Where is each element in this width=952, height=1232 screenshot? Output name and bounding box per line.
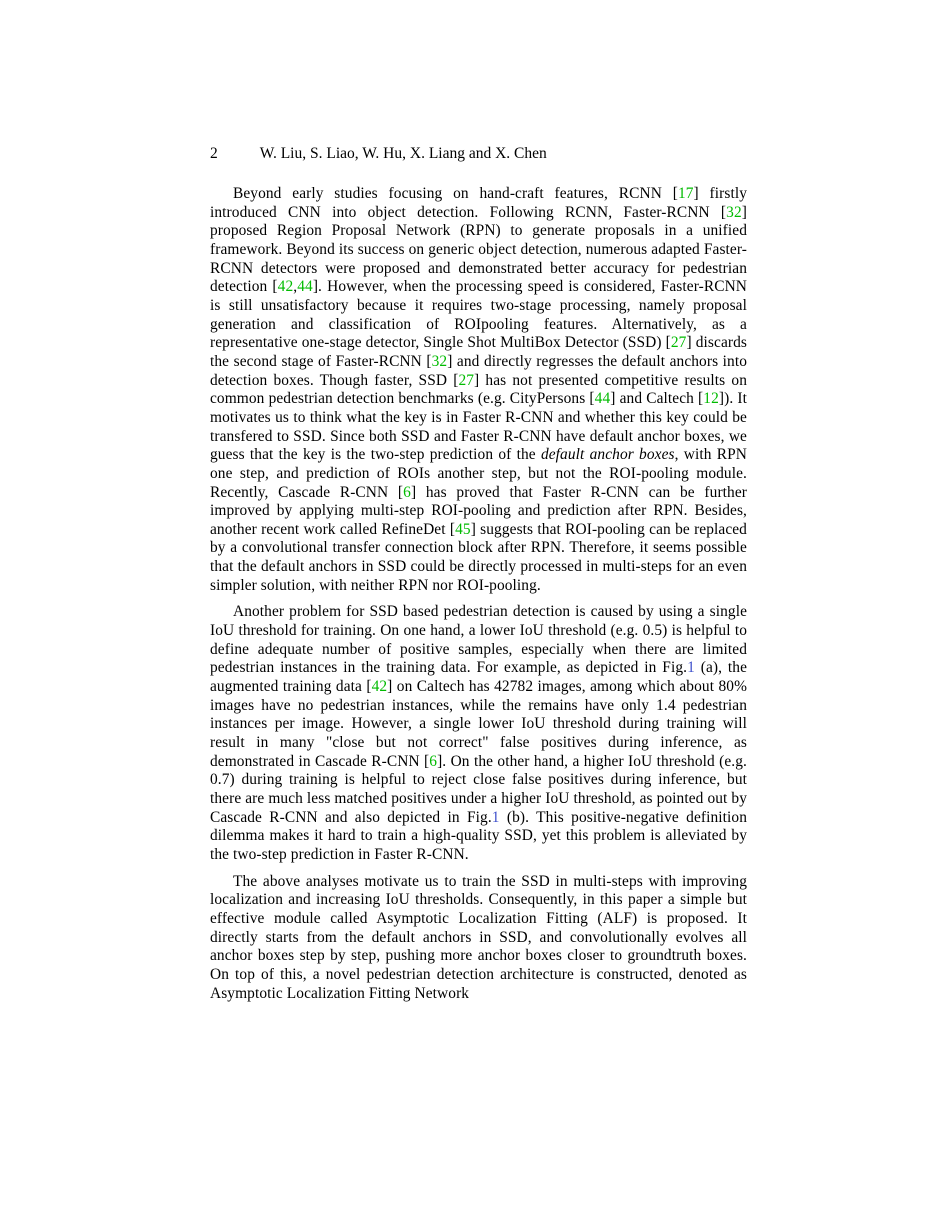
text-segment: (b). This positive-negative definition dilemma makes it hard to train a high-quality SSD, yet this problem is alleviated by the two-step prediction in Faster R-CNN. (210, 808, 748, 863)
text-segment: , with RPN one step, and prediction of ROIs another step, but not the ROI-pooling module. Recently, Cascade R-CNN [ (210, 446, 747, 501)
article-body (210, 185, 747, 1003)
citation-link[interactable]: 44 (594, 390, 611, 408)
figure-reference-link[interactable]: 1 (687, 659, 695, 677)
citation-link[interactable]: 42 (277, 278, 294, 296)
citation-link[interactable]: 44 (297, 278, 313, 296)
running-head-authors: W. Liu, S. Liao, W. Hu, X. Liang and X. Chen (259, 145, 547, 162)
citation-link[interactable]: 27 (458, 371, 475, 389)
figure-reference-link[interactable]: 1 (491, 808, 500, 826)
text-column (210, 145, 747, 1003)
citation-link[interactable]: 42 (371, 678, 388, 696)
text-segment: ]. On the other hand, a higher IoU threshold (e.g. 0.7) during training is helpful to reject close false positives during inference, but there are much less matched positives under a higher IoU threshold, as pointed out by Cascade R-CNN and also depicted in Fig. (210, 752, 747, 826)
text-segment: The above analyses motivate us to train the SSD in multi-steps with improving localization and increasing IoU thresholds. Consequently, in this paper a simple but effective module called Asymptotic Localization Fitting (ALF) is proposed. It directly starts from the default anchors in SSD, and convolutionally evolves all anchor boxes step by step, pushing more anchor boxes closer to groundtruth boxes. On top of this, a novel pedestrian detection architecture is constructed, denoted as Asymptotic Localization Fitting Network (210, 872, 747, 1002)
text-segment: ]). It motivates us to think what the key is in Faster R-CNN and whether this key could be transfered to SSD. Since both SSD and Faster R-CNN have default anchor boxes, we guess that the key is the two-step prediction of the (210, 390, 747, 464)
text-segment: ] on Caltech has 42782 images, among which about 80% images have no pedestrian instances, while the remains have only 1.4 pedestrian instances per image. However, a single lower IoU threshold during training will result in many "close but not correct" false positives during inference, as demonstrated in Cascade R-CNN [ (210, 678, 747, 770)
citation-link[interactable]: 12 (703, 390, 719, 408)
text-segment: ] and Caltech [ (610, 390, 704, 408)
paragraph (210, 185, 747, 595)
paragraph (210, 873, 747, 1004)
text-segment: Another problem for SSD based pedestrian detection is caused by using a single IoU threshold for training. On one hand, a lower IoU threshold (e.g. 0.5) is helpful to define adequate number of positive samples, especially when there are limited pedestrian instances in the training data. For example, as depicted in Fig. (210, 603, 747, 677)
text-segment: ] firstly introduced CNN into object detection. Following RCNN, Faster-RCNN [ (210, 185, 748, 221)
citation-link[interactable]: 32 (431, 352, 448, 370)
text-segment: (a), the augmented training data [ (210, 659, 748, 696)
citation-link[interactable]: 32 (726, 203, 742, 221)
text-segment: ] suggests that ROI-pooling can be replaced by a convolutional transfer connection block after RPN. Therefore, it seems possible that the default anchors in SSD could be directly processed in multi-steps for an even simpler solution, with neither RPN nor ROI-pooling. (210, 520, 747, 594)
text-segment: Beyond early studies focusing on hand-craft features, RCNN [ (233, 185, 678, 202)
running-head (210, 145, 747, 162)
paragraph (210, 603, 747, 864)
page-number: 2 (210, 145, 218, 162)
text-segment: , (293, 278, 298, 296)
text-segment: ] has not presented competitive results on common pedestrian detection benchmarks (e.g. CityPersons [ (210, 371, 748, 408)
text-segment: ]. However, when the processing speed is considered, Faster-RCNN is still unsatisfactory because it requires two-stage processing, namely proposal generation and classification of ROIpooling features. Alternatively, as a representative one-stage detector, Single Shot MultiBox Detector (SSD) [ (210, 278, 748, 352)
citation-link[interactable]: 6 (403, 483, 411, 501)
citation-link[interactable]: 45 (455, 520, 471, 538)
text-segment: ] and directly regresses the default anchors into detection boxes. Though faster, SSD [ (210, 352, 747, 389)
text-segment: ] proposed Region Proposal Network (RPN) to generate proposals in a unified framework. Beyond its success on generic object detection, numerous adapted Faster-RCNN detectors were proposed and demonstrated better accuracy for pedestrian detection [ (210, 203, 747, 296)
text-segment: ] discards the second stage of Faster-RCNN [ (210, 334, 747, 370)
text-segment: ] has proved that Faster R-CNN can be further improved by applying multi-step ROI-pooling and prediction after RPN. Besides, another recent work called RefineDet [ (210, 483, 747, 538)
text-segment: default anchor boxes (540, 446, 675, 464)
citation-link[interactable]: 27 (670, 334, 687, 352)
citation-link[interactable]: 6 (429, 752, 438, 770)
citation-link[interactable]: 17 (677, 185, 694, 202)
